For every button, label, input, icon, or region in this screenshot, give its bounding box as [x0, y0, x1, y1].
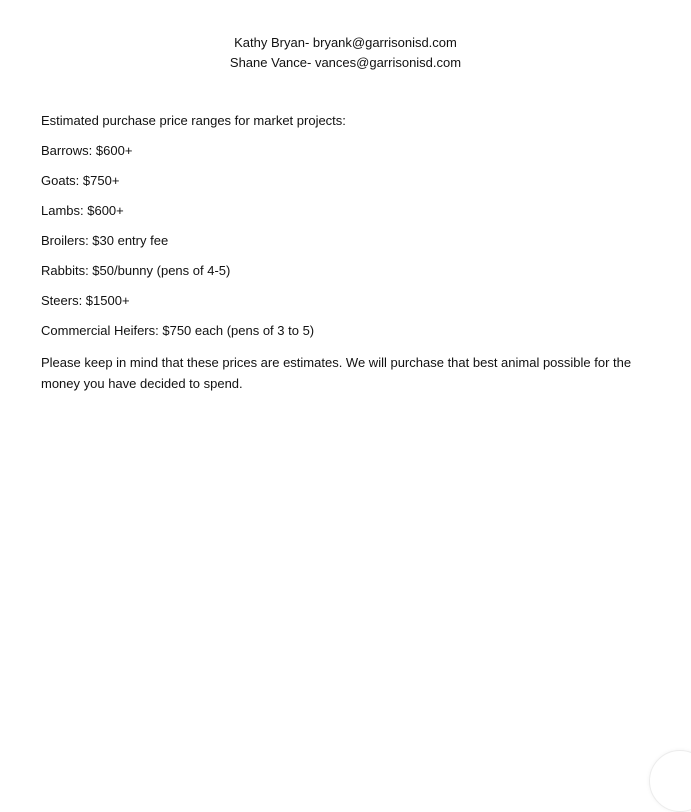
- price-list-section: [41, 112, 661, 406]
- price-item-barrows: Barrows: $600+: [41, 143, 133, 158]
- intro-text: Estimated purchase price ranges for market projects:: [41, 113, 346, 128]
- price-item-steers: Steers: $1500+: [41, 293, 130, 308]
- price-item-commercial-heifers: Commercial Heifers: $750 each (pens of 3 to 5): [41, 323, 315, 338]
- contact-line-shane-vance: Shane Vance- vances@garrisonisd.com: [229, 55, 462, 70]
- estimate-note: Please keep in mind that these prices are estimates. We will purchase that best animal possible for the money you have decided to spend.: [41, 355, 632, 391]
- price-item-lambs: Lambs: $600+: [41, 203, 124, 218]
- price-item-goats: Goats: $750+: [41, 173, 120, 188]
- contact-header: [0, 33, 691, 73]
- price-item-broilers: Broilers: $30 entry fee: [41, 233, 169, 248]
- corner-page-curl: [649, 750, 691, 812]
- price-item-rabbits: Rabbits: $50/bunny (pens of 4-5): [41, 263, 231, 278]
- contact-line-kathy-bryan: Kathy Bryan- bryank@garrisonisd.com: [234, 35, 457, 50]
